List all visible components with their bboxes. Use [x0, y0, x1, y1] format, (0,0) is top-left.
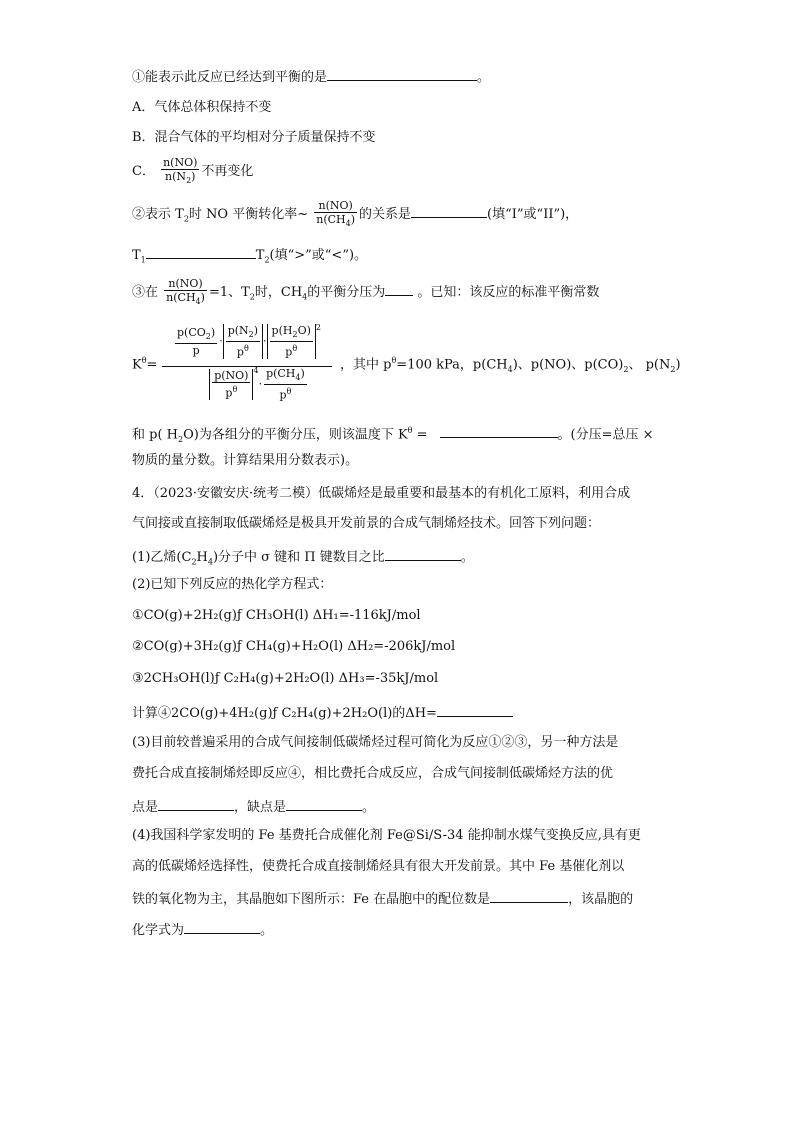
q3-part1-end: 。: [477, 70, 491, 85]
q3-option-c: [132, 156, 253, 187]
k-exponent-4: 4: [253, 366, 259, 376]
k-line2: 和 p( $H_2O$)为各组分的平衡分压，则该温度下 $K^\theta$ = 。(分压=总压 ×: [132, 422, 654, 449]
k-line3: 物质的量分数。计算结果用分数表示)。: [132, 453, 359, 468]
q4-formula-blank[interactable]: [184, 919, 260, 934]
q3-part3-pre: ③在: [132, 285, 159, 301]
q4-calc-line: 计算④2CO(g)+4H₂(g)ƒ C₂H₄(g)+2H₂O(l)的ΔH=: [132, 702, 513, 723]
q4-part3-line1: (3)目前较普遍采用的合成气间接制低碳烯烃过程可简化为反应①②③，另一种方法是: [132, 735, 619, 750]
q4-part1-line: (1)乙烯$(C_2H_4)$分子中 σ 键和 Π 键数目之比 。: [132, 546, 474, 572]
q3-part2-line: [132, 199, 578, 230]
k-formula-numerator: $\frac{p(CO_2)}{p}$ · $\frac{p(N_2)}{p^\theta}$ · $\frac{p(H_2O)}{p^\theta}$ $^2$: [177, 323, 321, 359]
k-definition-line: ，其中 $p^\theta=100$ kPa，$p(CH_4)$、p(NO)、$p(CO)_2$、 $p(N_2)$: [340, 356, 681, 374]
q3-part2-fraction: [314, 199, 357, 230]
q3-temp-compare-line: [132, 244, 367, 270]
q3-option-a: A．气体总体积保持不变: [132, 100, 272, 115]
sub: 4: [302, 292, 308, 302]
fraction-denominator: $n(CH_4)$: [166, 291, 205, 307]
k-frac-ch4: $\frac{p(CH_4)}{p^\theta}$: [266, 367, 305, 402]
q4-part2-heading: (2)已知下列反应的热化学方程式：: [132, 577, 333, 592]
q4-part3-line2: 费托合成直接制烯烃即反应④，相比费托合成反应，合成气间接制低碳烯烃方法的优: [132, 766, 614, 781]
q3-part2-fill-hint: (填“I”或“II”)，: [487, 207, 579, 223]
q4-intro-line2: 气间接或直接制取低碳烯烃是极具开发前景的合成气制烯烃技术。回答下列问题：: [132, 516, 601, 531]
k-exponent-2: 2: [315, 323, 321, 333]
k-frac-co2: $\frac{p(CO_2)}{p}$: [177, 325, 216, 358]
fraction-numerator: n(NO): [164, 277, 207, 291]
sub: 2: [264, 255, 270, 265]
q3-part3-line: [132, 277, 599, 308]
k-bracket-no: $\frac{p(NO)}{p^\theta}$: [209, 369, 253, 400]
q3-part2-answer-blank[interactable]: [411, 203, 487, 218]
q4-part4-line3: 铁的氧化物为主，其晶胞如下图所示：Fe 在晶胞中的配位数是 ，该晶胞的: [132, 888, 633, 909]
q4-reaction-1: ①CO(g)+2H₂(g)ƒ CH₃OH(l) ΔH₁=-116kJ/mol: [132, 608, 421, 623]
fraction-numerator: n(NO): [314, 199, 357, 213]
q4-part4-line1: (4)我国科学家发明的 Fe 基费托合成催化剂 Fe@Si/S-34 能抑制水煤气变换反应,具有更: [132, 828, 641, 843]
q4-advantage-blank[interactable]: [158, 796, 234, 811]
q4-coordination-blank[interactable]: [490, 888, 568, 903]
sub: 2: [183, 214, 189, 224]
sub: 1: [140, 255, 146, 265]
q3-part1-prompt: ①能表示此反应已经达到平衡的是: [132, 70, 328, 85]
q3-part3-fraction: [164, 277, 207, 308]
q3-part3-known: 。已知：该反应的标准平衡常数: [417, 285, 600, 301]
fraction-numerator: n(NO): [163, 156, 198, 169]
t2-label: T: [255, 248, 265, 263]
q4-intro-line1: 4．（2023·安徽安庆·统考二模）低碳烯烃是最重要和最基本的有机化工原料，利用合成: [132, 486, 631, 501]
q3-option-b: B．混合气体的平均相对分子质量保持不变: [132, 130, 376, 145]
q3-part3-answer-blank[interactable]: [385, 281, 413, 296]
q4-part4-line2: 高的低碳烯烃选择性，使费托合成直接制烯烃具有很大开发前景。其中 Fe 基催化剂以: [132, 859, 625, 874]
k-answer-blank[interactable]: [440, 423, 558, 438]
q3-part2-mid: 时 NO 平衡转化率~: [188, 207, 309, 223]
k-bracket-h2o: $\frac{p(H_2O)}{p^\theta}$: [267, 324, 316, 359]
q3-option-c-label: C．: [132, 164, 155, 180]
q4-part1-answer-blank[interactable]: [385, 546, 461, 561]
q3-part3-post: 的平衡分压为: [307, 285, 386, 301]
q4-reaction-2: ②CO(g)+3H₂(g)ƒ CH₄(g)+H₂O(l) ΔH₂=-206kJ/mol: [132, 639, 456, 654]
q4-reaction-3: ③2CH₃OH(l)ƒ C₂H₄(g)+2H₂O(l) ΔH₃=-35kJ/mol: [132, 671, 439, 686]
fraction-denominator: $n(N_2)$: [165, 170, 196, 186]
q3-option-c-fraction: [161, 156, 199, 187]
k-formula-fraction: [162, 324, 332, 401]
k-bracket-n2: $\frac{p(N_2)}{p^\theta}$: [223, 324, 263, 359]
k-symbol: $K^\theta=$: [132, 356, 158, 373]
q4-part3-line3: 点是 ，缺点是 。: [132, 796, 375, 817]
t1-label: T: [132, 248, 141, 263]
q3-part1-answer-blank[interactable]: [327, 66, 477, 81]
q3-part1-line: [132, 66, 490, 87]
q4-disadvantage-blank[interactable]: [286, 796, 362, 811]
q4-calc-answer-blank[interactable]: [437, 702, 513, 717]
q3-part2-pre: ②表示 T: [132, 207, 184, 223]
q3-temp-fill-hint: (填“>”或“<”)。: [269, 248, 368, 263]
fraction-denominator: $n(CH_4)$: [316, 213, 356, 229]
sub: 2: [249, 292, 255, 302]
q3-part2-post: 的关系是: [359, 207, 412, 223]
q4-part4-line4: 化学式为 。: [132, 919, 273, 940]
q3-option-c-text: 不再变化: [201, 164, 254, 180]
q3-temp-compare-blank[interactable]: [146, 244, 256, 259]
k-formula-denominator: $\frac{p(NO)}{p^\theta}$ $^4$· $\frac{p(CH_4)}{p^\theta}$: [162, 367, 332, 401]
q3-part3-mid2: 时，CH: [254, 285, 303, 301]
q3-part3-mid: =1、T: [208, 285, 250, 301]
